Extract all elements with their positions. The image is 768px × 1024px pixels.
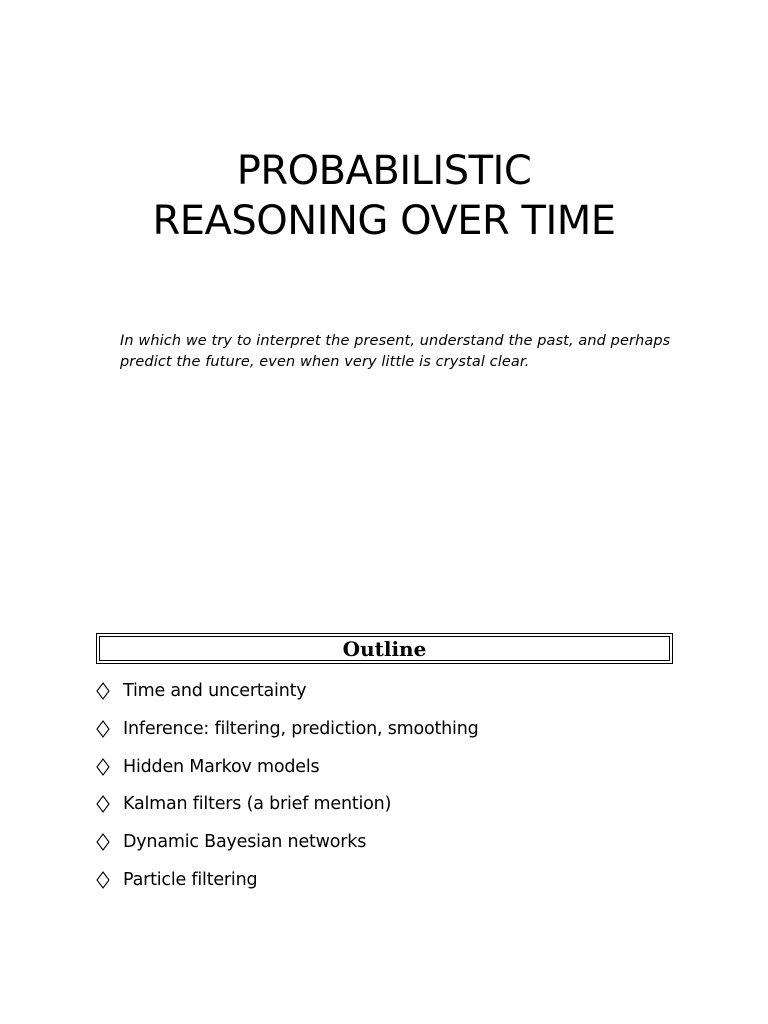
list-item (96, 678, 479, 716)
outline-heading-inner-frame (99, 636, 670, 661)
list-item (96, 867, 479, 905)
diamond-outline-icon (96, 867, 123, 893)
outline-heading-box (96, 633, 673, 664)
list-item-label: Inference: filtering, prediction, smoothing (123, 718, 479, 739)
epigraph-line-2: predict the future, even when very little is crystal clear. (120, 354, 530, 370)
diamond-outline-icon (96, 829, 123, 855)
diamond-outline-icon (96, 716, 123, 742)
list-item (96, 791, 479, 829)
diamond-outline-icon (96, 754, 123, 780)
list-item-label: Kalman filters (a brief mention) (123, 794, 392, 815)
page-title-line-2: REASONING OVER TIME (152, 198, 616, 244)
outline-heading: Outline (342, 636, 427, 661)
epigraph (120, 331, 671, 373)
outline-list (96, 678, 479, 905)
list-item-label: Dynamic Bayesian networks (123, 832, 367, 853)
list-item-label: Time and uncertainty (123, 681, 307, 701)
epigraph-line-1: In which we try to interpret the present, understand the past, and perhaps (120, 333, 671, 349)
diamond-outline-icon (96, 791, 123, 817)
list-item (96, 829, 479, 867)
page-title-line-1: PROBABILISTIC (236, 148, 532, 194)
list-item (96, 716, 479, 754)
list-item-label: Particle filtering (123, 869, 258, 890)
page-title (0, 146, 768, 246)
list-item (96, 754, 479, 792)
diamond-outline-icon (96, 678, 123, 704)
list-item-label: Hidden Markov models (123, 756, 320, 777)
